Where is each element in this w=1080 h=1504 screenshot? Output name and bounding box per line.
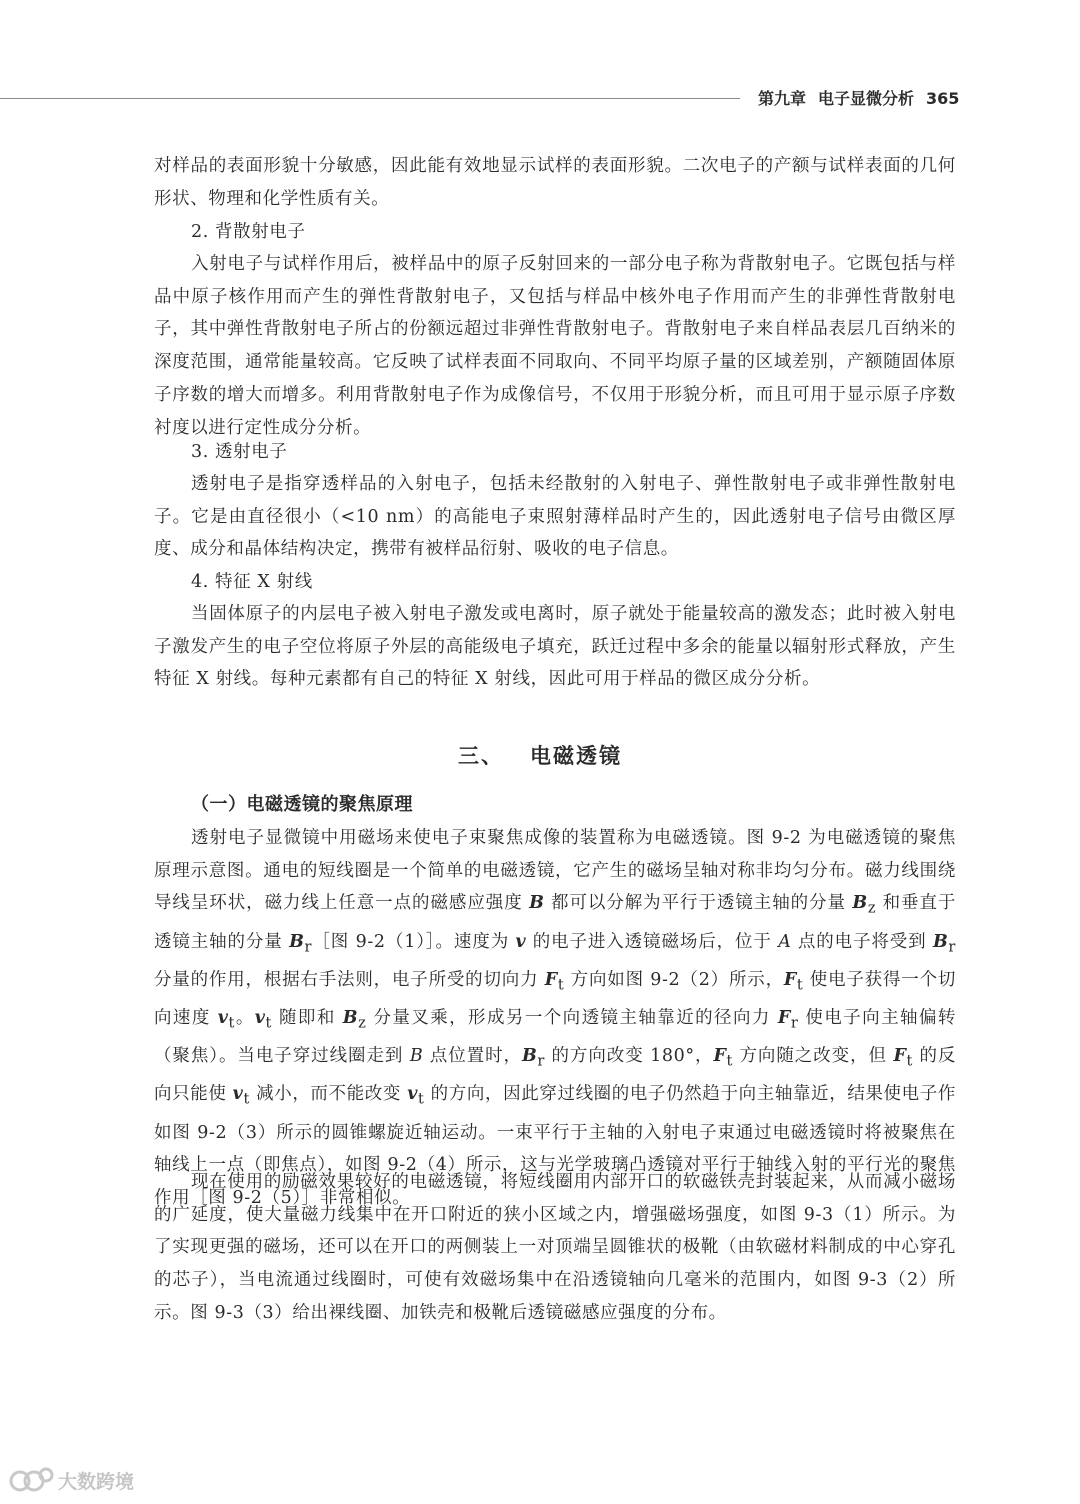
paragraph-focusing-principle: 透射电子显微镜中用磁场来使电子束聚焦成像的装置称为电磁透镜。图 9-2 为电磁透镜的聚焦原理示意图。通电的短线圈是一个简单的电磁透镜，它产生的磁场呈轴对称非均匀分布。磁力线围绕导线呈环状，磁力线上任意一点的磁感应强度 B 都可以分解为平行于透镜主轴的分量 $B_z$ 和垂直于透镜主轴的分量 $B_r[$图 9-2（1）］。速度为 v 的电子进入透镜磁场后，位于 A 点的电子将受到 $B_r$ 分量的作用，根据右手法则，电子所受的切向力 $F_t$ 方向如图 9-2（2）所示，$F_t$ 使电子获得一个切向速度 $v_t$。$v_t$ 随即和 $B_z$ 分量叉乘，形成另一个向透镜主轴靠近的径向力 $F_r$ 使电子向主轴偏转（聚焦）。当电子穿过线圈走到 B 点位置时，$B_r$ 的方向改变 180°，$F_t$ 方向随之改变，但 $F_t$ 的反向只能使 $v_t$ 减小，而不能改变 $v_t$ 的方向，因此穿过线圈的电子仍然趋于向主轴靠近，结果使电子作如图 9-2（3）所示的圆锥螺旋近轴运动。一束平行于主轴的入射电子束通过电磁透镜时将被聚焦在轴线上一点（即焦点），如图 9-2（4）所示，这与光学玻璃凸透镜对平行于轴线入射的平行光的聚焦作用［图 9-2（5）］非常相似。	[154, 828, 957, 1209]
heading-backscattered-electron: 2. 背散射电子	[191, 222, 306, 242]
paragraph-secondary-electron-end: 对样品的表面形貌十分敏感，因此能有效地显示试样的表面形貌。二次电子的产额与试样表面的几何形状、物理和化学性质有关。	[154, 156, 956, 209]
paragraph-pole-piece: 现在使用的励磁效果较好的电磁透镜，将短线圈用内部开口的软磁铁壳封装起来，从而减小磁场的广延度，使大量磁力线集中在开口附近的狭小区域之内，增强磁场强度，如图 9-3（1）所示。为了实现更强的磁场，还可以在开口的两侧装上一对顶端呈圆锥状的极靴（由软磁材料制成的中心穿孔的芯子），当电流通过线圈时，可使有效磁场集中在沿透镜轴向几毫米的范围内，如图 9-3（2）所示。图 9-3（3）给出裸线圈、加铁壳和极靴后透镜磁感应强度的分布。	[154, 1172, 956, 1323]
chapter-title: 电子显微分析	[818, 89, 915, 108]
section-number: 三、	[458, 744, 504, 768]
paragraph-backscattered-electron: 入射电子与试样作用后，被样品中的原子反射回来的一部分电子称为背散射电子。它既包括与样品中原子核作用而产生的弹性背散射电子，又包括与样品中核外电子作用而产生的非弹性背散射电子，其中弹性背散射电子所占的份额远超过非弹性背散射电子。背散射电子来自样品表层几百纳米的深度范围，通常能量较高。它反映了试样表面不同取向、不同平均原子量的区域差别，产额随固体原子序数的增大而增多。利用背散射电子作为成像信号，不仅用于形貌分析，而且可用于显示原子序数衬度以进行定性成分分析。	[154, 254, 956, 438]
heading-characteristic-xray: 4. 特征 X 射线	[191, 572, 313, 592]
subsection-title: （一）电磁透镜的聚焦原理	[191, 794, 413, 815]
paragraph-transmitted-electron: 透射电子是指穿透样品的入射电子，包括未经散射的入射电子、弹性散射电子或非弹性散射电子。它是由直径很小（<10 nm）的高能电子束照射薄样品时产生的，因此透射电子信号由微区厚度、成分和晶体结构决定，携带有被样品衍射、吸收的电子信息。	[154, 474, 956, 560]
watermark-text: 大数跨境	[58, 1470, 135, 1493]
page-number: 365	[926, 89, 960, 108]
watermark	[8, 1462, 134, 1498]
heading-transmitted-electron: 3. 透射电子	[191, 442, 288, 462]
section-title	[0, 740, 1080, 772]
watermark-logo-icon	[8, 1465, 54, 1495]
running-header	[758, 86, 959, 112]
paragraph-characteristic-xray: 当固体原子的内层电子被入射电子激发或电离时，原子就处于能量较高的激发态；此时被入射电子激发产生的电子空位将原子外层的高能级电子填充，跃迁过程中多余的能量以辐射形式释放，产生特征 X 射线。每种元素都有自己的特征 X 射线，因此可用于样品的微区成分分析。	[154, 604, 956, 690]
chapter-label: 第九章	[758, 89, 807, 108]
section-name: 电磁透镜	[530, 744, 622, 768]
header-rule	[0, 98, 740, 99]
